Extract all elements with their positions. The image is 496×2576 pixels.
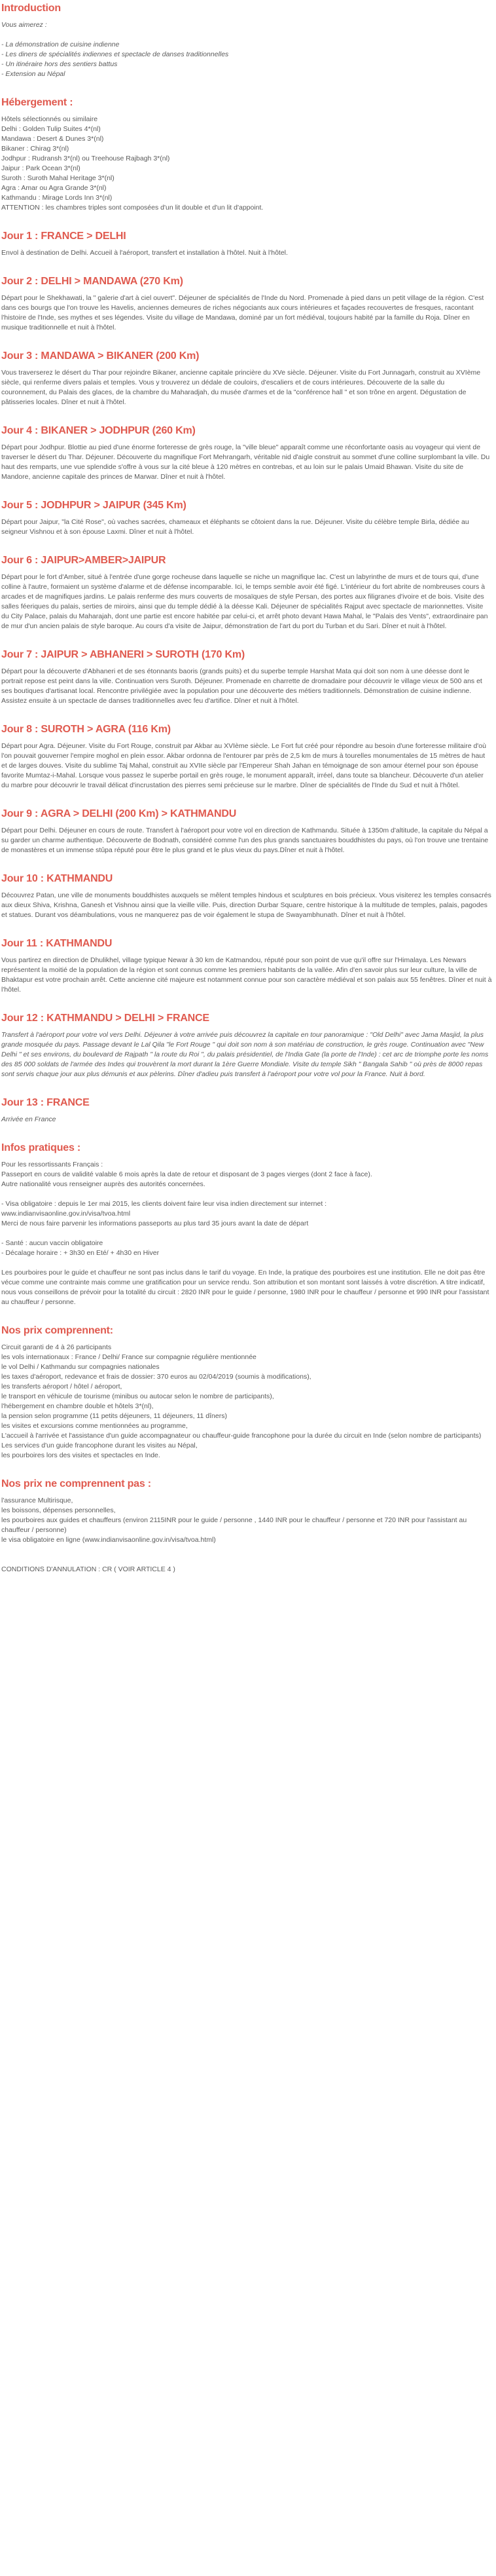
day-title: Jour 4 : BIKANER > JODHPUR (260 Km) xyxy=(1,425,196,436)
text-line: - Extension au Népal xyxy=(1,70,65,78)
text-line: les transferts aéroport / hôtel / aéroport, xyxy=(1,1383,122,1391)
day-description: Vous traverserez le désert du Thar pour rejoindre Bikaner, ancienne capitale princière du XVe siècle. Déjeuner. Visite du Fort Junnagarh, construit au XVIème siècle, qui renferme divers palais et temples. Vous y trouverez un dédale de couloirs, d'escaliers et de cours intérieures. Découverte de la salle du couronnement, du Palais des glaces, de la chambre du Maharadjah, du musée d'armes et de la "conférence hall " et son trône en argent. Dégustation de pâtisseries locales. Dîner et nuit à l'hôtel. xyxy=(1,369,481,406)
text-line: la pension selon programme (11 petits déjeuners, 11 déjeuners, 11 dîners) xyxy=(1,1412,227,1420)
cancellation-conditions: CONDITIONS D'ANNULATION : CR ( VOIR ARTICLE 4 ) xyxy=(1,1565,175,1573)
day-title: Jour 6 : JAIPUR>AMBER>JAIPUR xyxy=(1,555,166,566)
day-section xyxy=(1,872,492,920)
included-section xyxy=(1,1324,492,1461)
day-description: Découvrez Patan, une ville de monuments bouddhistes auxquels se mêlent temples hindous et sculptures en bois précieux. Vous visiterez les temples consacrés aux dieux Shiva, Krishna, Ganesh et Vishnou ainsi que la vieille ville. Puis, direction Durbar Square, centre historique à la multitude de temples, palais, pagodes et statues. Durant vos déambulations, vous ne manquerez pas de voir également le stupa de Swayambhunath. Dîner et nuit à l'hôtel. xyxy=(1,891,491,919)
text-line: Agra : Amar ou Agra Grande 3*(nl) xyxy=(1,184,107,192)
text-line: les taxes d'aéroport, redevance et frais de dossier: 370 euros au 02/04/2019 (soumis à modifications), xyxy=(1,1373,311,1381)
day-description: Départ pour Delhi. Déjeuner en cours de route. Transfert à l'aéroport pour votre vol en direction de Kathmandu. Située à 1350m d'altitude, la capitale du Népal a su garder un charme authentique. Découverte de Bodnath, considéré comme l'un des plus grands sanctuaires bouddhistes du pays, où l'on trouve une trentaine de monastères et un immense stûpa réputé pour être le plus grand et le plus vieux du pays.Dîner et nuit à l'hôtel. xyxy=(1,827,489,854)
days-list xyxy=(1,230,492,1125)
text-line: ATTENTION : les chambres triples sont composées d'un lit double et d'un lit d'appoint. xyxy=(1,204,264,212)
text-line: Jaipur : Park Ocean 3*(nl) xyxy=(1,164,80,172)
text-line: Vous aimerez : xyxy=(1,21,47,29)
blank-line xyxy=(1,1258,492,1268)
text-line: Autre nationalité vous renseigner auprès des autorités concernées. xyxy=(1,1180,205,1188)
text-line: Jodhpur : Rudransh 3*(nl) ou Treehouse Rajbagh 3*(nl) xyxy=(1,155,170,162)
text-line: Delhi : Golden Tulip Suites 4*(nl) xyxy=(1,125,101,133)
day-description: Transfert à l'aéroport pour votre vol vers Delhi. Déjeuner à votre arrivée puis découvrez la capitale en tour panoramique : "Old Delhi" avec Jama Masjid, la plus grande mosquée du pays. Passage devant le Lal Qila "le Fort Rouge " qui doit son nom à son matériau de construction, le grès rouge. Continuation avec "New Delhi " et ses environs, du boulevard de Rajpath " la route du Roi ", du palais présidentiel, de l'India Gate (la porte de l'Inde) : cet arc de triomphe porte les noms des 85 000 soldats de l'armée des Indes qui trouvèrent la mort durant la 1ère Guerre Mondiale. Visite du temple Sikh " Bangala Sahib " où près de 8000 repas sont servis chaque jour aux plus démunis et aux pèlerins. Dîner d'adieu puis transfert à l'aéroport pour votre vol pour la France. Nuit à bord. xyxy=(1,1031,489,1078)
practical-lines xyxy=(1,1160,492,1307)
text-line: Pour les ressortissants Français : xyxy=(1,1161,103,1168)
hotels-lines xyxy=(1,115,492,213)
hotels-title: Hébergement : xyxy=(1,97,73,108)
day-description: Départ pour Jodhpur. Blottie au pied d'une énorme forteresse de grès rouge, la "ville bleue" apparaît comme une réconfortante oasis au voyageur qui vient de traverser le désert du Thar. Déjeuner. Découverte du magnifique Fort Mehrangarh, véritable nid d'aigle construit au sommet d'une colline surplombant la ville. Du haut des remparts, une vue splendide s'offre à vous sur la cité bleue à 120 mètres en contrebas, et au loin sur le palais Umaid Bhawan. Visite du site de Mandore, ancienne capitale des princes de Marwar. Dîner et nuit à l'hôtel. xyxy=(1,443,490,481)
text-line: - Un itinéraire hors des sentiers battus xyxy=(1,60,118,68)
text-line: Merci de nous faire parvenir les informations passeports au plus tard 35 jours avant la date de départ xyxy=(1,1220,309,1227)
day-section xyxy=(1,723,492,791)
blank-line xyxy=(1,30,492,40)
text-line: Circuit garanti de 4 à 26 participants xyxy=(1,1343,112,1351)
day-title: Jour 2 : DELHI > MANDAWA (270 Km) xyxy=(1,276,183,287)
text-line: Passeport en cours de validité valable 6 mois après la date de retour et disposant de 3 pages vierges (dont 2 face à face). xyxy=(1,1170,372,1178)
day-description: Arrivée en France xyxy=(1,1115,56,1123)
day-section xyxy=(1,808,492,855)
day-title: Jour 11 : KATHMANDU xyxy=(1,938,113,949)
text-line: - Santé : aucun vaccin obligatoire xyxy=(1,1239,103,1247)
day-title: Jour 10 : KATHMANDU xyxy=(1,873,113,884)
text-line: Bikaner : Chirag 3*(nl) xyxy=(1,145,69,153)
excluded-section xyxy=(1,1478,492,1545)
practical-title: Infos pratiques : xyxy=(1,1142,81,1153)
day-section xyxy=(1,424,492,482)
text-line: - Visa obligatoire : depuis le 1er mai 2015, les clients doivent faire leur visa indien directement sur internet : xyxy=(1,1200,327,1208)
text-line: les vols internationaux : France / Delhi/ France sur compagnie régulière mentionnée xyxy=(1,1353,257,1361)
text-line: Hôtels sélectionnés ou similaire xyxy=(1,115,98,123)
day-title: Jour 5 : JODHPUR > JAIPUR (345 Km) xyxy=(1,500,186,511)
text-line: les pourboires aux guides et chauffeurs (environ 2115INR pour le guide / personne , 1440 INR pour le chauffeur / personne et 720 INR pour l'assistant au chauffeur / personne) xyxy=(1,1516,467,1534)
text-line: - Les diners de spécialités indiennes et spectacle de danses traditionnelles xyxy=(1,50,229,58)
text-line: Les pourboires pour le guide et chauffeur ne sont pas inclus dans le tarif du voyage. En Inde, la pratique des pourboires est une institution. Elle ne doit pas être vécue comme une contrainte mais comme une gratification pour un service rendu. Son attribution et son montant sont laissés à votre discrétion. A titre indicatif, nous vous conseillons de prévoir pour la totalité du circuit : 2820 INR pour le guide / personne, 1980 INR pour le chauffeur / personne et 990 INR pour l'assistant au chauffeur / personne. xyxy=(1,1269,489,1306)
day-title: Jour 13 : FRANCE xyxy=(1,1097,90,1108)
day-section xyxy=(1,1096,492,1125)
text-line: l'assurance Multirisque, xyxy=(1,1497,73,1504)
blank-line xyxy=(1,1229,492,1239)
text-line: Suroth : Suroth Mahal Heritage 3*(nl) xyxy=(1,174,115,182)
text-line: le vol Delhi / Kathmandu sur compagnies nationales xyxy=(1,1363,160,1371)
day-title: Jour 8 : SUROTH > AGRA (116 Km) xyxy=(1,724,171,735)
day-section xyxy=(1,230,492,258)
blank-line xyxy=(1,1189,492,1199)
day-description: Vous partirez en direction de Dhulikhel, village typique Newar à 30 km de Katmandou, réputé pour son point de vue qu'il offre sur l'Himalaya. Les Newars représentent la moitié de la population de la région et sont connus comme les premiers habitants de la vallée. Afin d'en savoir plus sur leur culture, la ville de Bhaktapur est votre prochain arrêt. Cette ancienne cité majeure est notamment connue pour son caractère médiéval et son palais aux 55 fenêtres. Dîner et nuit à l'hôtel. xyxy=(1,956,492,994)
excluded-title: Nos prix ne comprennent pas : xyxy=(1,1478,151,1489)
day-section xyxy=(1,499,492,537)
day-title: Jour 12 : KATHMANDU > DELHI > FRANCE xyxy=(1,1013,209,1024)
practical-section xyxy=(1,1142,492,1307)
day-section xyxy=(1,350,492,407)
day-description: Envol à destination de Delhi. Accueil à l'aéroport, transfert et installation à l'hôtel. Nuit à l'hôtel. xyxy=(1,249,288,257)
included-title: Nos prix comprennent: xyxy=(1,1325,113,1336)
text-line: - Décalage horaire : + 3h30 en Eté/ + 4h30 en Hiver xyxy=(1,1249,160,1257)
day-section xyxy=(1,937,492,995)
day-description: Départ pour le fort d'Amber, situé à l'entrée d'une gorge rocheuse dans laquelle se niche un magnifique lac. C'est un labyrinthe de murs et de tours qui, d'une colline à l'autre, formaient un système d'alarme et de défense incomparable. Ici, le temps semble avoir été figé. L'intérieur du fort abrite de nombreuses cours à arcades et de magnifiques jardins. Le palais renferme des murs couverts de mosaïques de style Persan, des portes aux filigranes d'ivoire et de bois. Visite des salles féeriques du palais, serties de miroirs, ainsi que du temple dédié à la déesse Kali. Déjeuner de spécialités Rajput avec spectacle de marionnettes. Visite du City Palace, palais du Maharajah, dont une partie est encore habitée par celui-ci, et arrêt photo devant Hawa Mahal, le "Palais des Vents", extraordinaire pan de mur d'un ancien palais de style baroque. Au cours d'a visite de Jaipur, démonstration de l'art du port du Turban et du Sari. Dîner et nuit à l'hôtel. xyxy=(1,573,488,630)
intro-title: Introduction xyxy=(1,3,61,14)
day-title: Jour 9 : AGRA > DELHI (200 Km) > KATHMANDU xyxy=(1,808,237,819)
intro-lines xyxy=(1,20,492,79)
day-description: Départ pour Jaipur, "la Cité Rose", où vaches sacrées, chameaux et éléphants se côtoient dans la rue. Déjeuner. Visite du célèbre temple Birla, dédiée au seigneur Vishnou et à son épouse Laxmi. Dîner et nuit à l'hôtel. xyxy=(1,518,469,536)
text-line: L'accueil à l'arrivée et l'assistance d'un guide accompagnateur ou chauffeur-guide francophone pour la durée du circuit en Inde (selon nombre de participants) xyxy=(1,1432,482,1440)
day-section xyxy=(1,648,492,706)
day-section xyxy=(1,1012,492,1079)
text-line: l'hébergement en chambre double et hôtels 3*(nl), xyxy=(1,1402,154,1410)
text-line: Les services d'un guide francophone durant les visites au Népal, xyxy=(1,1442,198,1449)
text-line: www.indianvisaonline.gov.in/visa/tvoa.html xyxy=(1,1210,131,1218)
day-section xyxy=(1,554,492,631)
text-line: le visa obligatoire en ligne (www.indianvisaonline.gov.in/visa/tvoa.html) xyxy=(1,1536,216,1544)
day-description: Départ pour la découverte d'Abhaneri et de ses étonnants baoris (grands puits) et du superbe temple Harshat Mata qui doit son nom à une déesse dont le portrait repose est peint dans la ville. Continuation vers Suroth. Déjeuner. Promenade en charrette de dromadaire pour découvrir le village vieux de 500 ans et ses boutiques d'artisanat local. Rencontre privilégiée avec la population pour une découverte des métiers traditionnels. Démonstration de cuisine indienne. Assistez ensuite à un spectacle de danses traditionnelles avec feu d'artifice. Dîner et nuit à l'hôtel. xyxy=(1,667,482,705)
day-title: Jour 3 : MANDAWA > BIKANER (200 Km) xyxy=(1,350,200,362)
day-title: Jour 1 : FRANCE > DELHI xyxy=(1,231,126,242)
text-line: Kathmandu : Mirage Lords Inn 3*(nl) xyxy=(1,194,113,202)
text-line: les visites et excursions comme mentionnées au programme, xyxy=(1,1422,188,1430)
day-description: Départ pour Agra. Déjeuner. Visite du Fort Rouge, construit par Akbar au XVIème siècle. Le Fort fut créé pour répondre au besoin d'une forteresse militaire d'où l'on pouvait gouverner l'empire moghol en plein essor. Akbar ordonna de l'entourer par près de 2,5 km de murs à tourelles monumentales de 15 mètres de haut et de larges douves. Visite du sublime Taj Mahal, construit au XVIIe siècle par l'Empereur Shah Jahan en témoignage de son amour éternel pour son épouse favorite Mumtaz-i-Mahal. Lorsque vous passez le superbe portail en grès rouge, le monument apparaît, irréel, dans toute sa blancheur. Découverte d'un atelier du marbre pour découvrir le travail délicat d'incrustation des pierres semi précieuse sur le marbre. Dîner de spécialités de l'Inde du Sud et nuit à l'hôtel. xyxy=(1,742,486,789)
text-line: - La démonstration de cuisine indienne xyxy=(1,41,120,48)
day-description: Départ pour le Shekhawati, la " galerie d'art à ciel ouvert". Déjeuner de spécialités de l'Inde du Nord. Promenade à pied dans un petit village de la région. C'est dans ces bourgs que l'on trouve les Havelis, anciennes demeures de riches négociants aux cours intérieures et façades recouvertes de fresques, racontant l'histoire de l'Inde, ses mythes et ses légendes. Visite du village de Mandawa, dominé par un fort médiéval, toujours habité par la famille du Roja. Dîner en musique traditionnelle et nuit à l'hôtel. xyxy=(1,294,484,331)
excluded-lines xyxy=(1,1496,492,1545)
included-lines xyxy=(1,1343,492,1461)
day-section xyxy=(1,275,492,333)
intro-section xyxy=(1,2,492,79)
text-line: les boissons, dépenses personnelles, xyxy=(1,1506,116,1514)
hotels-section xyxy=(1,96,492,213)
day-title: Jour 7 : JAIPUR > ABHANERI > SUROTH (170 Km) xyxy=(1,649,245,660)
text-line: Mandawa : Desert & Dunes 3*(nl) xyxy=(1,135,104,143)
text-line: le transport en véhicule de tourisme (minibus ou autocar selon le nombre de participants), xyxy=(1,1392,274,1400)
text-line: les pourboires lors des visites et spectacles en Inde. xyxy=(1,1451,160,1459)
